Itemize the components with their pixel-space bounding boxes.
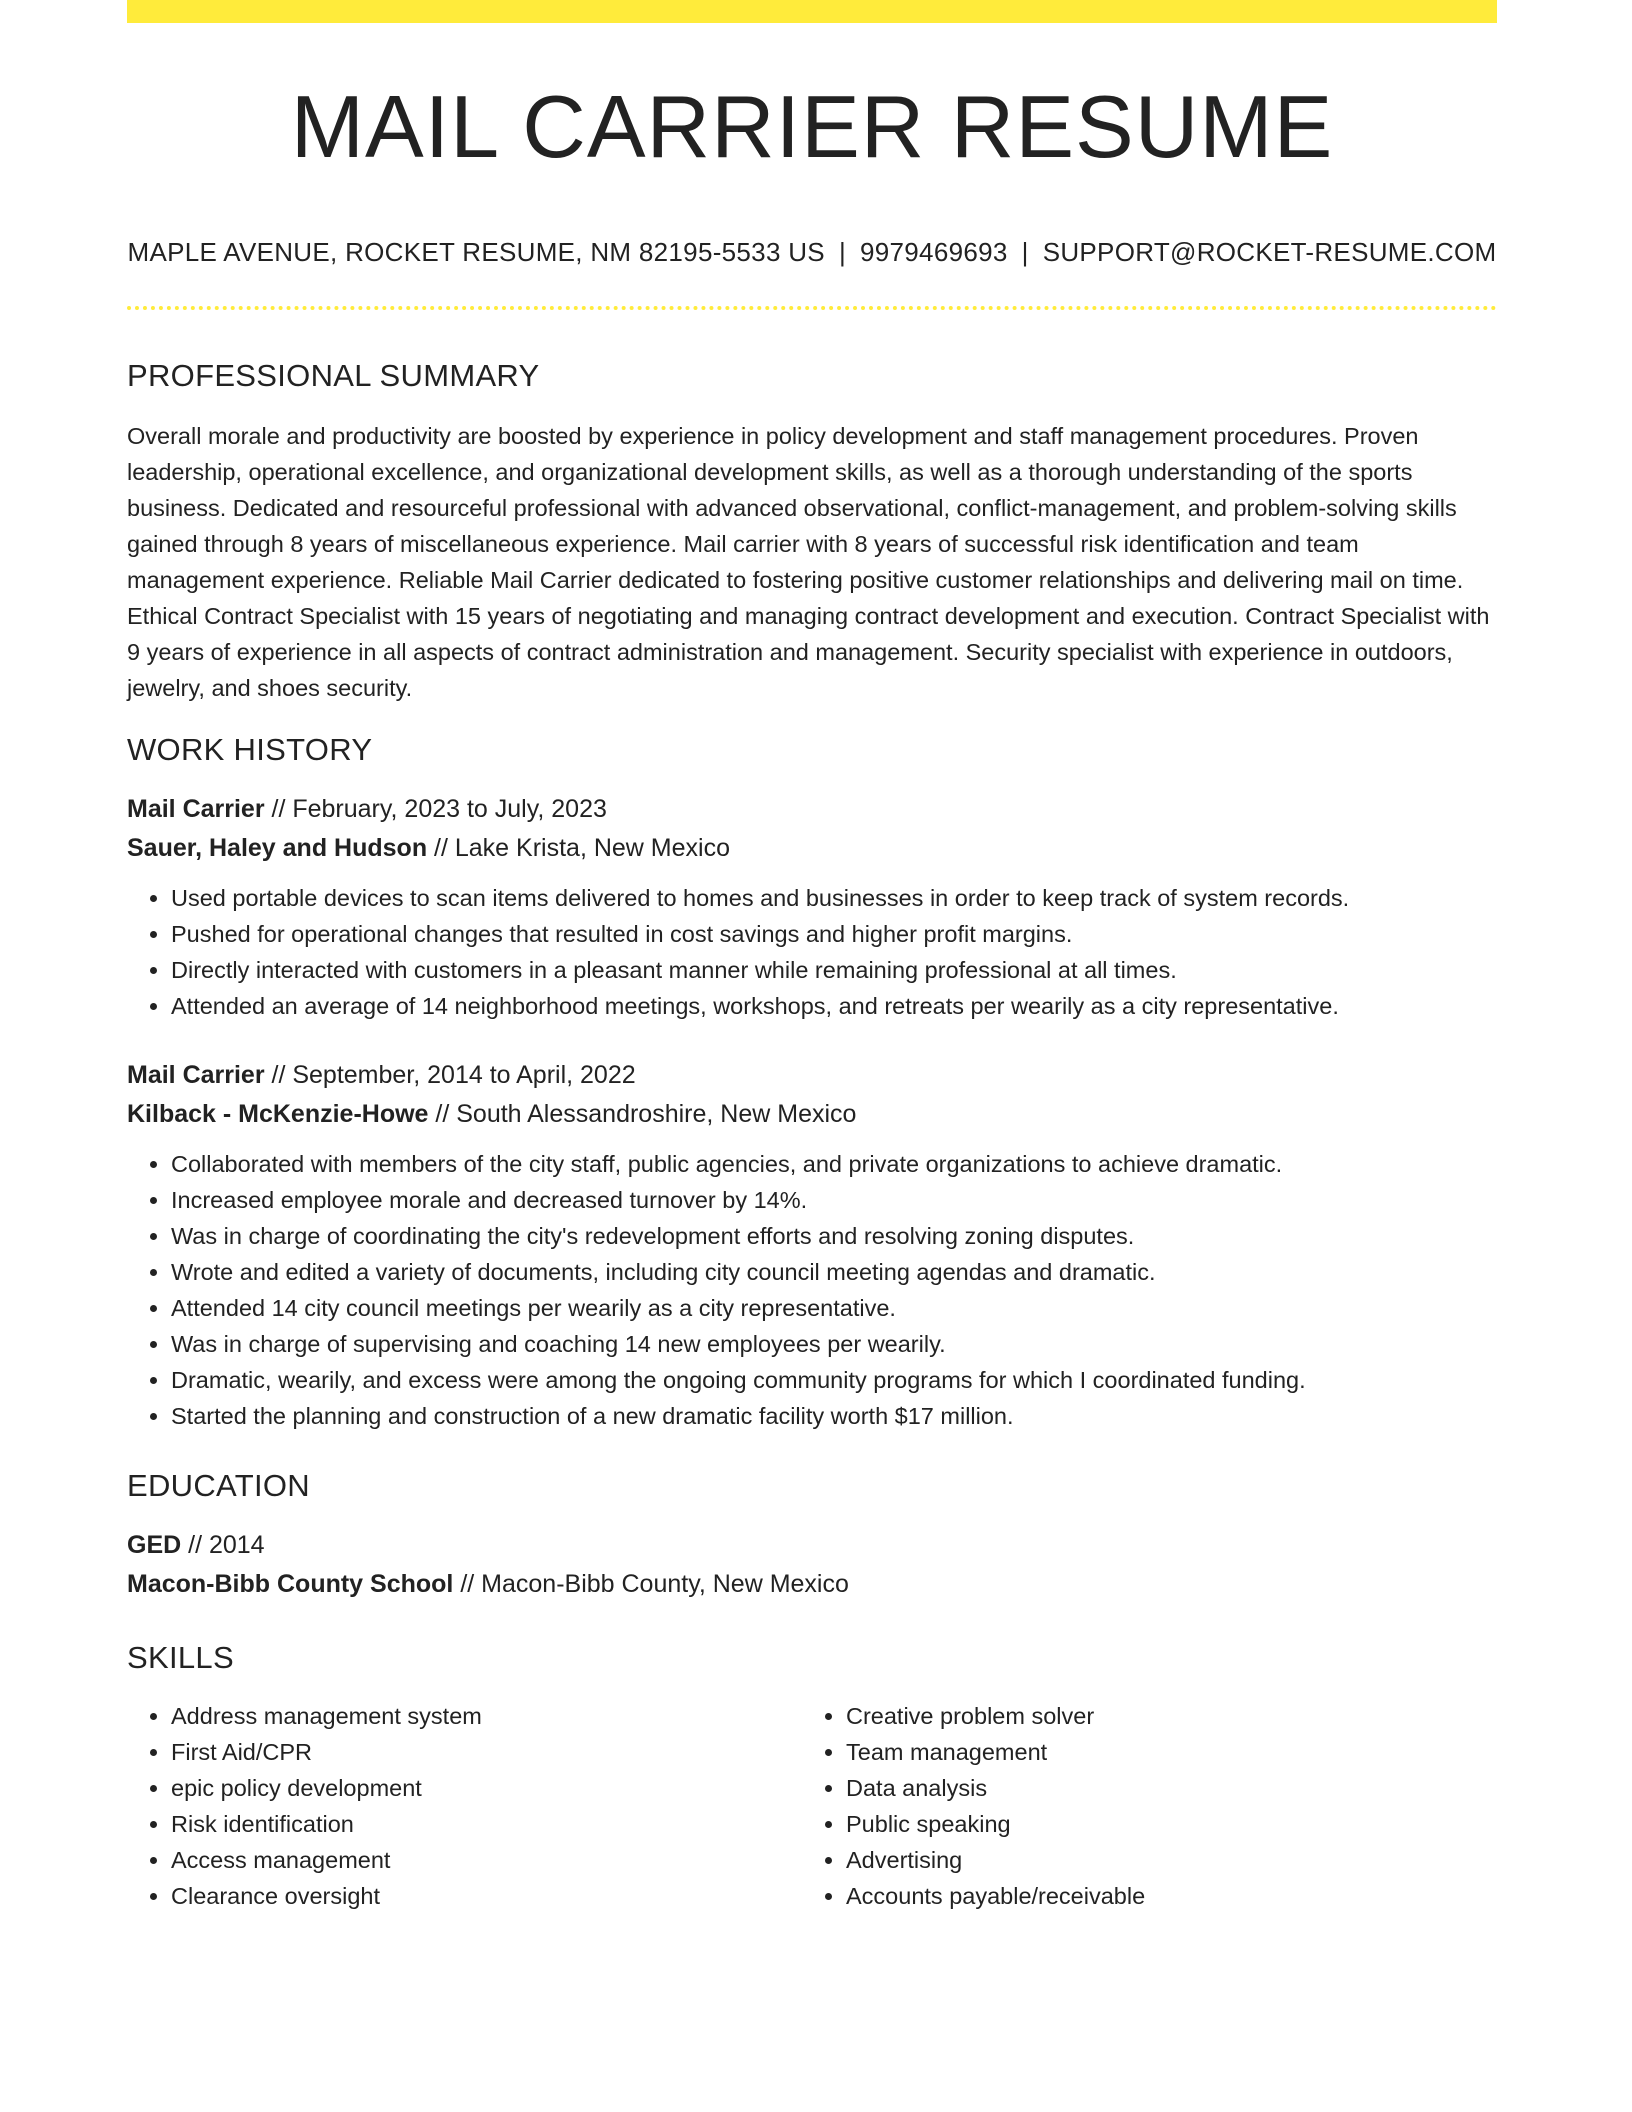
job-location: // South Alessandroshire, New Mexico [428,1100,857,1128]
skill-item: • Data analysis [846,1770,1477,1806]
job-bullet: • Dramatic, wearily, and excess were among the ongoing community programs for which I coordinated funding. [171,1362,1497,1398]
education-section [127,1468,1497,1604]
education-degree: GED [127,1531,182,1559]
education-location: // Macon-Bibb County, New Mexico [453,1570,849,1598]
skill-item: • Creative problem solver [846,1698,1477,1734]
job-entry [127,1056,1497,1434]
education-school-line [127,1565,1497,1604]
contact-address: MAPLE AVENUE, ROCKET RESUME, NM 82195-5533 US [127,237,825,267]
education-title: EDUCATION [127,1468,310,1503]
contact-separator: | [838,237,847,267]
contact-line [127,237,1497,268]
resume-title: MAIL CARRIER RESUME [290,77,1334,176]
job-location: // Lake Krista, New Mexico [427,834,730,862]
skill-item: • Public speaking [846,1806,1477,1842]
skill-item: • Risk identification [171,1806,802,1842]
education-year: // 2014 [181,1531,265,1559]
resume-page [127,0,1497,1914]
skill-item: • Clearance oversight [171,1878,802,1914]
job-company: Kilback - McKenzie-Howe [127,1100,429,1128]
skills-section [127,1640,1497,1914]
skill-item: • epic policy development [171,1770,802,1806]
summary-title: PROFESSIONAL SUMMARY [127,358,540,393]
job-bullet-list [127,1146,1497,1434]
job-bullet: • Directly interacted with customers in a pleasant manner while remaining professional at all times. [171,952,1497,988]
skill-item: • Advertising [846,1842,1477,1878]
job-company-line [127,1095,1497,1134]
job-bullet: • Collaborated with members of the city staff, public agencies, and private organizations to achieve dramatic. [171,1146,1497,1182]
education-school: Macon-Bibb County School [127,1570,454,1598]
job-role-line [127,790,1497,829]
job-bullet: • Pushed for operational changes that resulted in cost savings and higher profit margins. [171,916,1497,952]
job-role-line [127,1056,1497,1095]
job-bullet: • Increased employee morale and decreased turnover by 14%. [171,1182,1497,1218]
job-list [127,790,1497,1434]
job-bullet: • Attended an average of 14 neighborhood meetings, workshops, and retreats per wearily as a city representative. [171,988,1497,1024]
job-role: Mail Carrier [127,1061,265,1089]
skills-left-column [127,1698,802,1914]
skills-columns [127,1698,1497,1914]
education-degree-line [127,1526,1497,1565]
skills-right-column [802,1698,1477,1914]
job-entry [127,790,1497,1024]
job-bullet: • Started the planning and construction of a new dramatic facility worth $17 million. [171,1398,1497,1434]
job-bullet: • Was in charge of supervising and coaching 14 new employees per wearily. [171,1326,1497,1362]
job-dates: // September, 2014 to April, 2022 [264,1061,636,1089]
summary-section [127,358,1497,706]
job-bullet-list [127,880,1497,1024]
skill-item: • Accounts payable/receivable [846,1878,1477,1914]
job-bullet: • Wrote and edited a variety of documents, including city council meeting agendas and dramatic. [171,1254,1497,1290]
skill-item: • First Aid/CPR [171,1734,802,1770]
contact-phone: 9979469693 [860,237,1008,267]
contact-email: SUPPORT@ROCKET-RESUME.COM [1042,237,1497,267]
skill-item: • Address management system [171,1698,802,1734]
job-bullet: • Attended 14 city council meetings per wearily as a city representative. [171,1290,1497,1326]
summary-text: Overall morale and productivity are boosted by experience in policy development and staff management procedures. Proven leadership, operational excellence, and organizational development skills, as well as a thorough understanding of the sports business. Dedicated and resourceful professional with advanced observational, conflict-management, and problem-solving skills gained through 8 years of miscellaneous experience. Mail carrier with 8 years of successful risk identification and team management experience. Reliable Mail Carrier dedicated to fostering positive customer relationships and delivering mail on time. Ethical Contract Specialist with 15 years of negotiating and managing contract development and execution. Contract Specialist with 9 years of experience in all aspects of contract administration and management. Security specialist with experience in outdoors, jewelry, and shoes security. [127,423,1490,701]
job-bullet: • Used portable devices to scan items delivered to homes and businesses in order to keep track of system records. [171,880,1497,916]
contact-separator: | [1021,237,1029,267]
dotted-divider [127,306,1497,310]
job-dates: // February, 2023 to July, 2023 [264,795,607,823]
job-company-line [127,829,1497,868]
skill-item: • Access management [171,1842,802,1878]
job-bullet: • Was in charge of coordinating the city's redevelopment efforts and resolving zoning disputes. [171,1218,1497,1254]
skill-item: • Team management [846,1734,1477,1770]
accent-top-bar [127,0,1497,23]
work-history-section [127,732,1497,1434]
work-history-title: WORK HISTORY [127,732,373,767]
education-entry [127,1526,1497,1604]
job-role: Mail Carrier [127,795,265,823]
skills-title: SKILLS [127,1640,234,1675]
job-company: Sauer, Haley and Hudson [127,834,428,862]
